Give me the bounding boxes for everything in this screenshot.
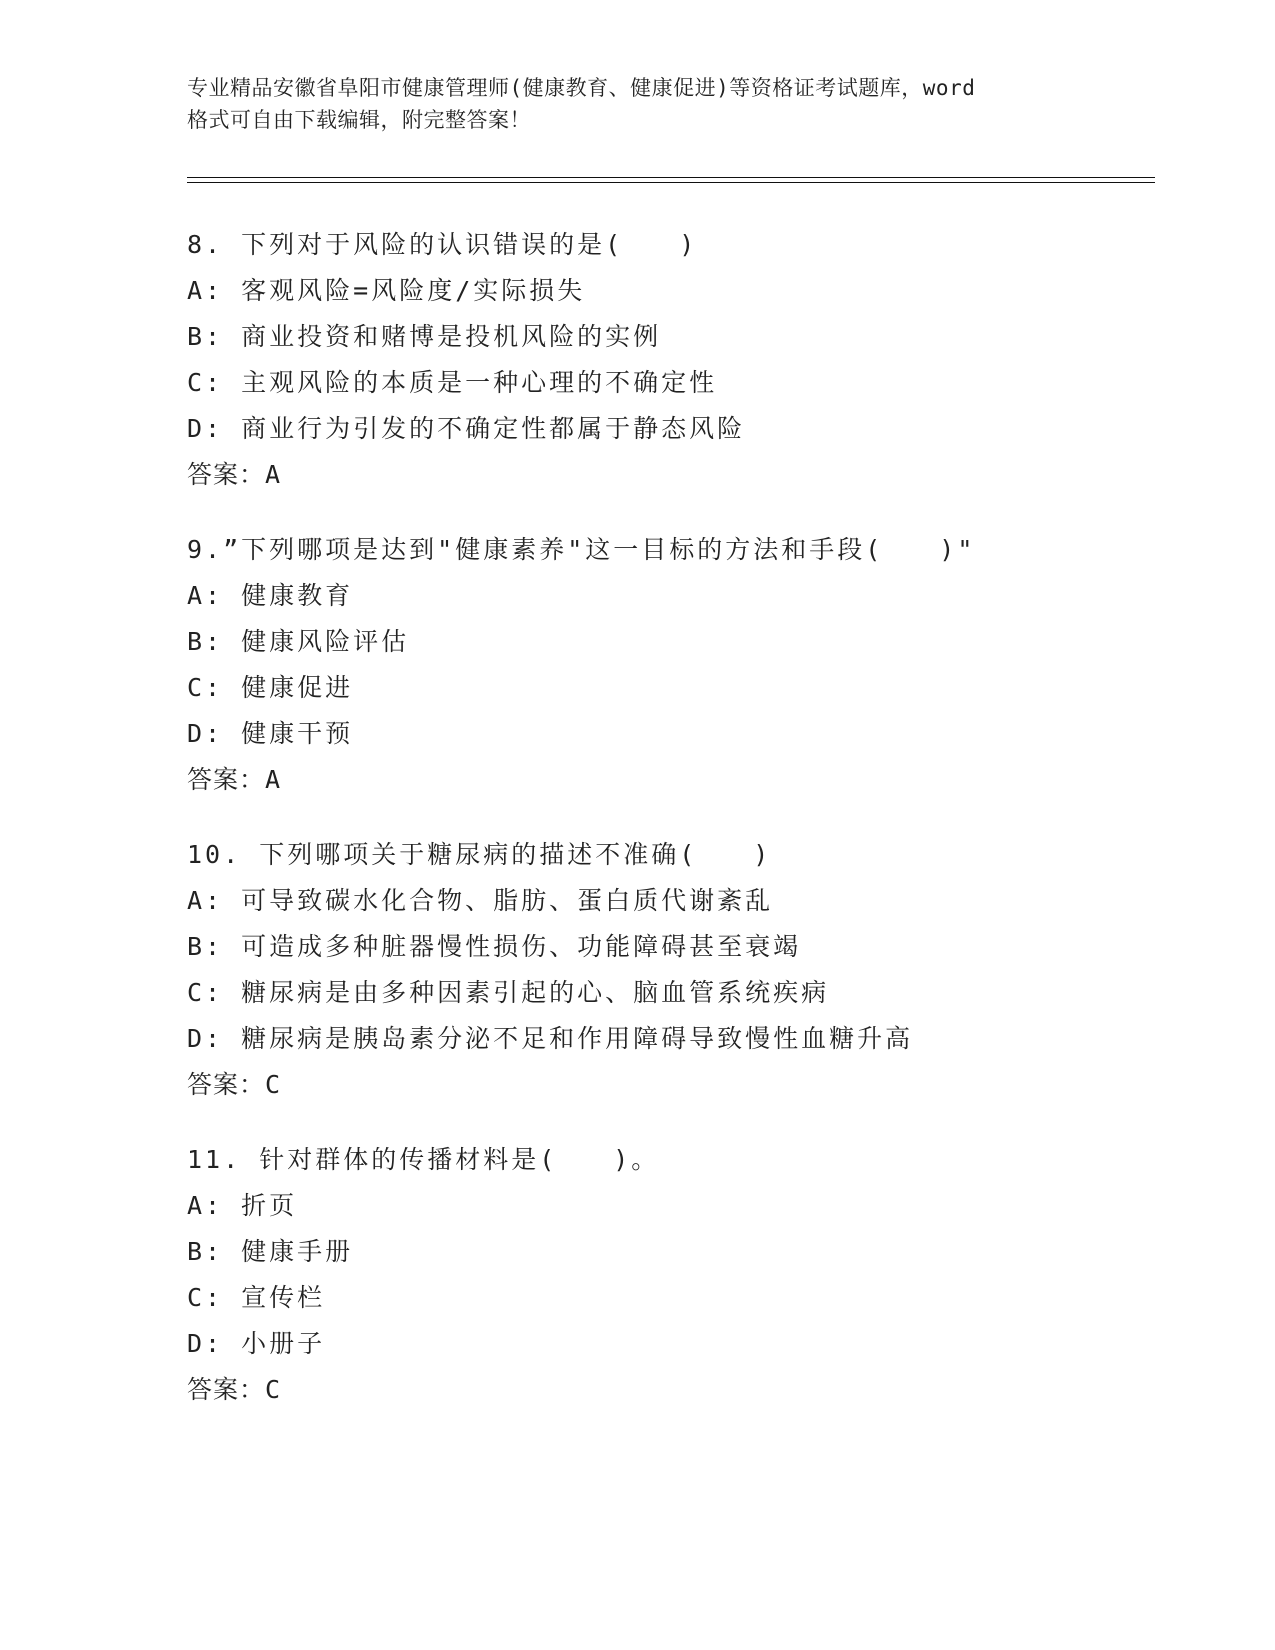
option-a: A: 折页 <box>187 1191 298 1220</box>
option-b: B: 健康风险评估 <box>187 627 410 656</box>
option-c: C: 宣传栏 <box>187 1283 326 1312</box>
answer-label: 答案： <box>187 460 266 489</box>
question-11 <box>187 1137 1187 1413</box>
answer-value: C <box>265 1375 282 1404</box>
option-a: A: 健康教育 <box>187 581 354 610</box>
option-d: D: 商业行为引发的不确定性都属于静态风险 <box>187 414 746 443</box>
question-8 <box>187 222 1187 498</box>
header-divider-top <box>187 177 1155 178</box>
header-line-1: 专业精品安徽省阜阳市健康管理师(健康教育、健康促进)等资格证考试题库，word <box>187 76 976 100</box>
answer-value: A <box>265 460 282 489</box>
option-b: B: 健康手册 <box>187 1237 354 1266</box>
answer-label: 答案： <box>187 1375 266 1404</box>
question-9 <box>187 527 1187 803</box>
option-b: B: 可造成多种脏器慢性损伤、功能障碍甚至衰竭 <box>187 932 802 961</box>
answer <box>187 1062 1187 1108</box>
answer-label: 答案： <box>187 1070 266 1099</box>
question-title: 8. 下列对于风险的认识错误的是( ) <box>187 230 698 259</box>
header-line-2: 格式可自由下载编辑，附完整答案！ <box>187 108 531 132</box>
option-c: C: 糖尿病是由多种因素引起的心、脑血管系统疾病 <box>187 978 830 1007</box>
header-divider-bottom <box>187 182 1155 183</box>
answer-value: A <box>265 765 282 794</box>
answer <box>187 757 1187 803</box>
document-header <box>187 72 1087 136</box>
option-c: C: 主观风险的本质是一种心理的不确定性 <box>187 368 718 397</box>
answer-value: C <box>265 1070 282 1099</box>
question-title: 11. 针对群体的传播材料是( )。 <box>187 1145 660 1174</box>
answer <box>187 1367 1187 1413</box>
question-title: 10. 下列哪项关于糖尿病的描述不准确( ) <box>187 840 772 869</box>
option-d: D: 糖尿病是胰岛素分泌不足和作用障碍导致慢性血糖升高 <box>187 1024 914 1053</box>
option-d: D: 小册子 <box>187 1329 326 1358</box>
answer-label: 答案： <box>187 765 266 794</box>
question-title: 9.”下列哪项是达到"健康素养"这一目标的方法和手段( )" <box>187 535 976 564</box>
option-a: A: 可导致碳水化合物、脂肪、蛋白质代谢紊乱 <box>187 886 774 915</box>
option-a: A: 客观风险=风险度/实际损失 <box>187 276 586 305</box>
option-c: C: 健康促进 <box>187 673 354 702</box>
question-10 <box>187 832 1187 1108</box>
option-b: B: 商业投资和赌博是投机风险的实例 <box>187 322 662 351</box>
answer <box>187 452 1187 498</box>
option-d: D: 健康干预 <box>187 719 354 748</box>
